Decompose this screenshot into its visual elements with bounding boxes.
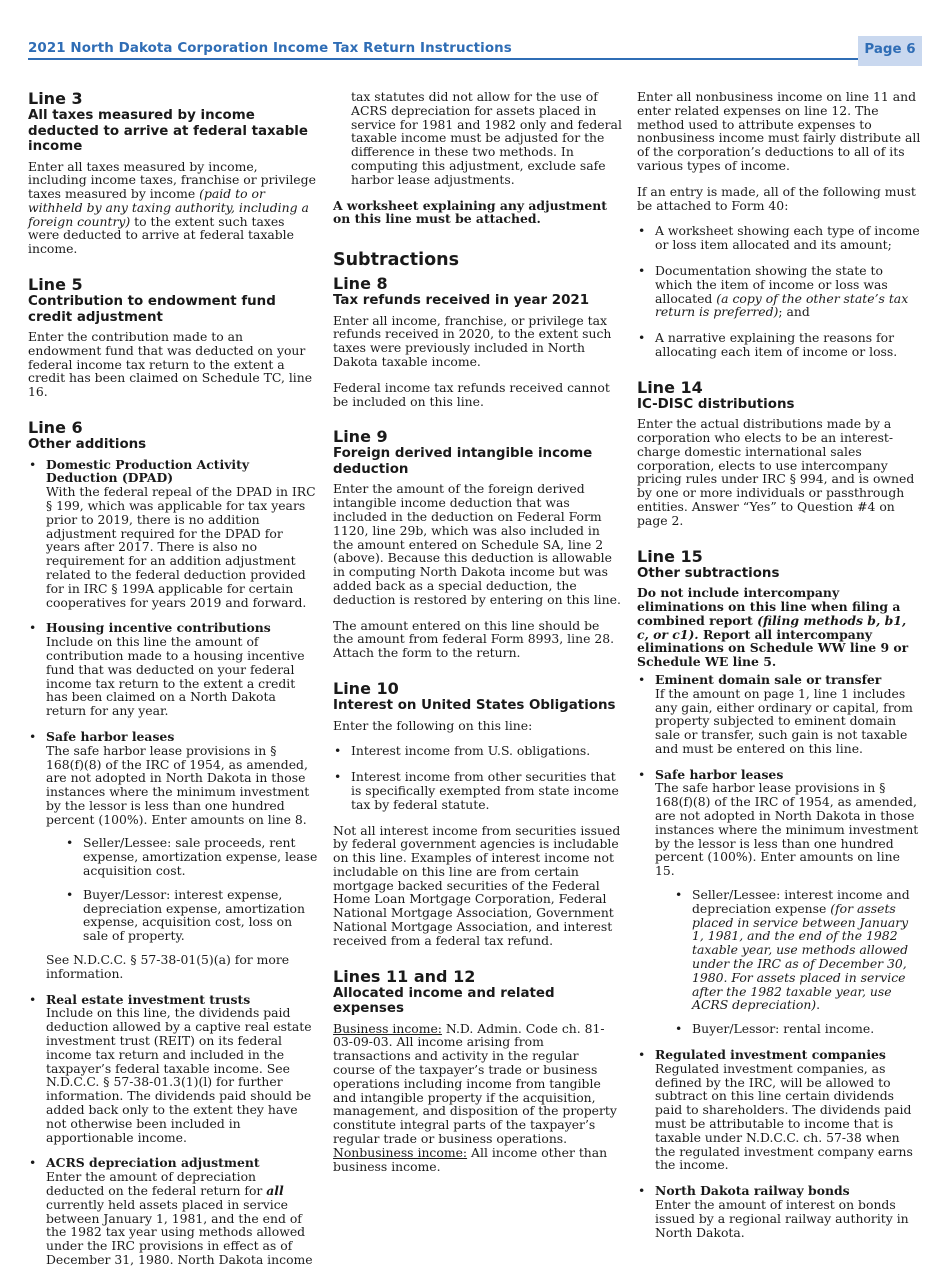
seller-lessee-text-a: Seller/Lessee: interest income and depreciation expense [692,887,910,916]
line-10-heading: Line 10 [333,679,399,699]
safe-harbor-see-also: See N.D.C.C. § 57-38-01(5)(a) for more information. [46,952,290,981]
list-item [28,1156,318,1266]
dpad-heading: • Domestic Production Activity Deduction (DPAD) [46,456,250,486]
nonbusiness-income-text [333,1146,623,1174]
line-14-heading: Line 14 [637,377,703,397]
line-9-text-2: The amount entered on this line should be the amount from federal Form 8993, line 28. Attach the form to the return. [333,617,615,661]
line-14-subheading: IC-DISC distributions [637,396,795,412]
safe-harbor-sublist [46,836,318,943]
list-item [637,264,922,319]
line-6-heading: Line 6 [28,418,83,438]
page-number-box [858,36,922,66]
column-3 [637,90,922,1251]
line-3-text-b: to the extent such taxes were deducted to arrive at federal taxable income. [28,213,294,257]
allocation-text-2: If an entry is made, all of the following must be attached to Form 40: [637,183,916,213]
line-15-subheading: Other subtractions [637,565,780,581]
housing-heading: • Housing incentive contributions [46,620,271,636]
line-15-note-italic: (filing methods b, b1, c, or c1). [637,612,907,642]
safe-harbor-text: The safe harbor lease provisions in § 168(f)(8) of the IRC of 1954, as amended, are not adopted in North Dakota in those instances where the minimum investment by the lessor is less than one hundred percent (100%). Enter amounts on line 15. [655,780,919,879]
list-item [28,993,318,1145]
allocation-text-1: Enter all nonbusiness income on line 11 and enter related expenses on line 12. The method used to attribute expenses to nonbusiness income must fairly distribute all of the corporation’s deductions to all of its various types of income. [637,89,921,173]
housing-text: Include on this line the amount of contribution made to a housing incentive fund that was deducted on your federal income tax return to the extent a credit has been claimed on a North Dakota return for any year. [46,634,305,719]
business-income-definition: N.D. Admin. Code ch. 81-03-09-03. All income arising from transactions and activity in the regular course of the taxpayer’s trade or business operations including income from tangible and intangible property if the acquisition, management, and disposition of the property constitute integral parts of the taxpayer’s regular trade or business operations. [333,1020,617,1147]
list-item [28,730,318,981]
line-14-text: Enter the actual distributions made by a corporation who elects to be an interest-charge domestic international sales corporation, elects to use intercompany pricing rules under IRC § 994, and is owned by one or more individuals or passthrough entities. Answer “Yes” to Question #4 on page 2. [637,416,915,528]
acrs-text [46,1170,318,1267]
business-income-label: Business income: [333,1020,442,1036]
line-3-text [28,160,318,257]
list-item: • Buyer/Lessor: interest expense, depreciation expense, amortization expense, acquisition cost, loss on sale of property. [46,888,318,943]
line-8-text-2: Federal income tax refunds received cannot be included on this line. [333,379,610,409]
safe-harbor-sublist [655,888,922,1036]
acrs-text-b: currently held assets placed in service between January 1, 1981, and the end of the 1982 tax year using methods allowed under the IRC provisions in effect as of December 31, 1980. North Dakota income [46,1196,313,1267]
list-item [637,1184,922,1239]
documentation-text-italic: (a copy of the other state’s tax return is preferred) [655,290,909,320]
line-15-note [637,586,922,669]
documentation-text-b: ; and [778,304,810,320]
line-8-text-1: Enter all income, franchise, or privilege tax refunds received in 2020, to the extent such taxes were previously included in North Dakota taxable income. [333,312,612,370]
seller-lessee-text-italic: (for assets placed in service between January 1, 1981, and the end of the 1982 taxable year, use methods allowed under the IRC as of December 30, 1980. For assets placed in service after the 1982 taxable year, use ACRS depreciation) [692,900,909,1013]
seller-lessee-text-b: . [816,997,821,1013]
line-15-list [637,673,922,1239]
safe-harbor-heading: • Safe harbor leases [46,728,175,744]
line-8-heading: Line 8 [333,274,388,294]
ric-text: Regulated investment companies, as defined by the IRC, will be allowed to subtract on this line certain dividends paid to shareholders. The dividends paid must be attributable to income that is taxable under N.D.C.C. ch. 57-38 when the regulated investment company earns the income. [655,1060,913,1173]
list-item [637,1048,922,1172]
line-5-text: Enter the contribution made to an endowment fund that was deducted on your federal income tax return to the extent a credit has been claimed on Schedule TC, line 16. [28,329,313,400]
line-6-list [28,458,318,1267]
line-9-text-1: Enter the amount of the foreign derived intangible income deduction that was included in the deduction on Federal Form 1120, line 29b, which was also included in the amount entered on Schedule SA, line 2 (above). Because this deduction is allowable in computing North Dakota income but was added back as a special deduction, the deduction is restored by entering on this line. [333,481,621,607]
eminent-domain-text: If the amount on page 1, line 1 includes any gain, either ordinary or capital, from property subjected to eminent domain sale or transfer, such gain is not taxable and must be entered on this line. [655,685,913,756]
lines-11-12-heading: Lines 11 and 12 [333,966,476,986]
line-15-note-b: Report all intercompany eliminations on Schedule WW line 9 or Schedule WE line 5. [637,626,909,670]
allocation-list [637,224,922,358]
line-3-heading: Line 3 [28,89,83,108]
line-10-subheading: Interest on United States Obligations [333,698,616,714]
line-10-list [333,744,623,811]
line-8-subheading: Tax refunds received in year 2021 [333,293,590,309]
line-15-note-a: Do not include intercompany eliminations on this line when filing a combined report [637,585,901,628]
list-item: • A worksheet showing each type of income or loss item allocated and its amount; [637,224,922,252]
list-item: • Interest income from other securities that is specifically exempted from state income tax by federal statute. [333,770,623,811]
page-header [28,36,922,62]
line-5-heading: Line 5 [28,275,83,295]
column-1 [28,90,318,1279]
list-item [637,768,922,1036]
nonbusiness-income-label: Nonbusiness income: [333,1144,468,1160]
header-rule [28,58,922,60]
worksheet-note: A worksheet explaining any adjustment on this line must be attached. [333,197,607,227]
railway-bonds-heading: • North Dakota railway bonds [655,1183,850,1199]
line-9-subheading: Foreign derived intangible income deduction [333,446,593,477]
list-item: • Seller/Lessee: sale proceeds, rent expense, amortization expense, lease acquisition cost. [46,836,318,877]
safe-harbor-text: The safe harbor lease provisions in § 168(f)(8) of the IRC of 1954, as amended, are not adopted in North Dakota in those instances where the minimum investment by the lessor is less than one hundred percent (100%). Enter amounts on line 8. [46,742,310,827]
document-title: 2021 North Dakota Corporation Income Tax Return Instructions [28,41,512,56]
business-income-text [333,1022,623,1146]
list-item [28,458,318,610]
list-item: • Buyer/Lessor: rental income. [655,1022,922,1036]
line-9-heading: Line 9 [333,427,388,447]
list-item [637,673,922,756]
list-item: • Interest income from U.S. obligations. [333,744,623,758]
railway-bonds-text: Enter the amount of interest on bonds issued by a regional railway authority in North Dakota. [655,1197,909,1240]
line-3-text-a: Enter all taxes measured by income, including income taxes, franchise or privilege taxes measured by income [28,158,316,202]
subtractions-heading: Subtractions [333,250,460,271]
line-10-intro: Enter the following on this line: [333,717,533,733]
list-item [655,888,922,1012]
documentation-text-a: Documentation showing the state to which the item of income or loss was allocated [655,262,888,306]
acrs-text-a: Enter the amount of depreciation deducted on the federal return for [46,1169,267,1199]
page-number: Page 6 [864,42,916,57]
line-6-subheading: Other additions [28,437,147,453]
nonbusiness-income-definition: All income other than business income. [333,1144,608,1174]
line-3-subheading: All taxes measured by income deducted to arrive at federal taxable income [28,108,308,154]
dpad-text: With the federal repeal of the DPAD in IRC § 199, which was applicable for tax years prior to 2019, there is no addition adjustment required for the DPAD for years after 2017. There is also no requirement for an addition adjustment related to the federal deduction provided for in IRC § 199A applicable for certain cooperatives for years 2019 and forward. [46,484,316,610]
eminent-domain-heading: • Eminent domain sale or transfer [655,671,882,687]
acrs-text-emphasis: all [266,1183,284,1199]
column-2 [333,90,623,1185]
list-item [28,621,318,718]
line-10-text-2: Not all interest income from securities issued by federal government agencies is includable on this line. Examples of interest income not includable on this line are from certain mortgage backed securities of the Federal Home Loan Mortgage Corporation, Federal National Mortgage Association, Government National Mortgage Association, and interest received from a federal tax refund. [333,822,621,948]
line-5-subheading: Contribution to endowment fund credit adjustment [28,294,276,325]
line-3-text-italic: (paid to or withheld by any taxing authority, including a foreign country) [28,186,309,229]
reit-text: Include on this line, the dividends paid deduction allowed by a captive real estate investment trust (REIT) on its federal income tax return and included in the taxpayer’s federal taxable income. See N.D.C.C. § 57-38-01.3(1)(l) for further information. The dividends paid should be added back only to the extent they have not otherwise been included in apportionable income. [46,1005,312,1145]
line-15-heading: Line 15 [637,546,703,566]
safe-harbor-heading: • Safe harbor leases [655,766,784,782]
acrs-continued-text: tax statutes did not allow for the use of ACRS depreciation for assets placed in service for 1981 and 1982 only and federal taxable income must be adjusted for the difference in these two methods. In computing this adjustment, exclude safe harbor lease adjustments. [351,89,622,187]
list-item: • A narrative explaining the reasons for allocating each item of income or loss. [637,331,922,359]
lines-11-12-subheading: Allocated income and related expenses [333,985,555,1017]
acrs-heading: • ACRS depreciation adjustment [46,1155,260,1171]
ric-heading: • Regulated investment companies [655,1047,886,1063]
reit-heading: • Real estate investment trusts [46,991,251,1007]
